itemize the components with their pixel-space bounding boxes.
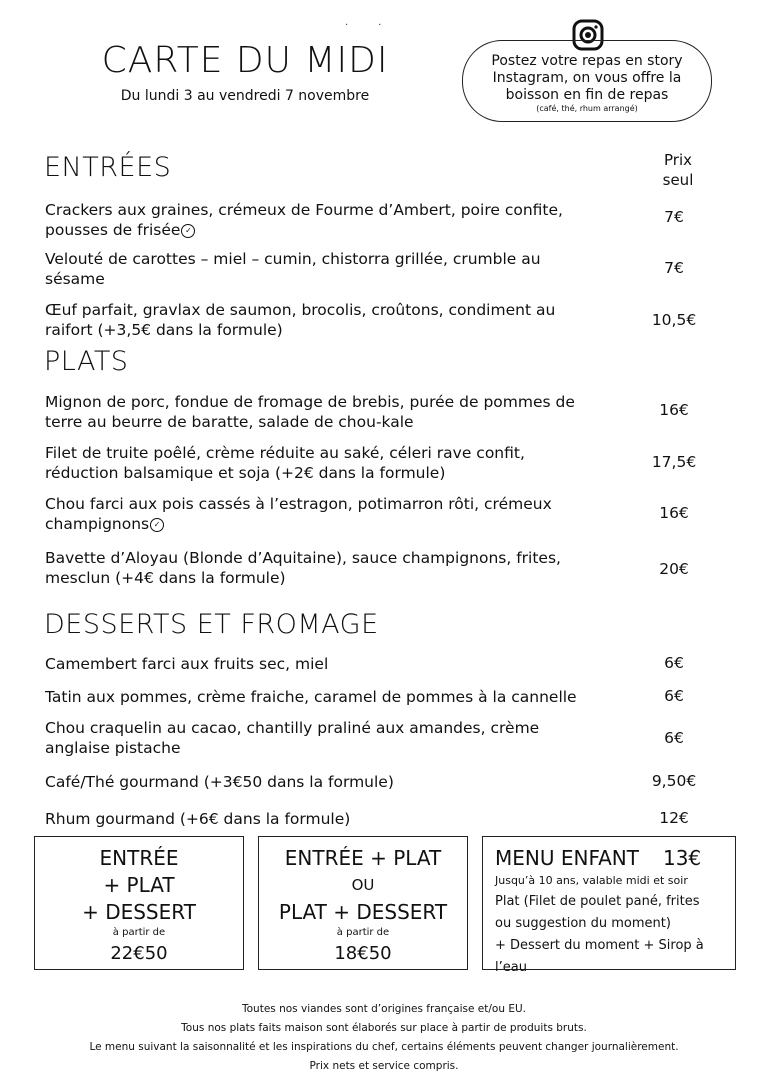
formula-box-two-courses: [258, 836, 468, 970]
page-subtitle: Du lundi 3 au vendredi 7 novembre: [120, 88, 370, 104]
item-line: anglaise pistache: [45, 739, 181, 757]
item-line: pousses de frisée: [45, 221, 181, 239]
instagram-promo: [462, 40, 712, 122]
item-line: Chou farci aux pois cassés à l’estragon, potimarron rôti, crémeux: [45, 495, 552, 513]
footer-line: Toutes nos viandes sont d’origines française et/ou EU.: [242, 1003, 526, 1015]
page-title: CARTE DU MIDI: [101, 40, 389, 81]
item-price: 12€: [659, 809, 689, 827]
formula-line: ENTRÉE: [99, 846, 179, 870]
section-title-desserts: DESSERTS ET FROMAGE: [44, 609, 379, 640]
footer-notes: [0, 1000, 768, 1076]
formula-line: PLAT + DESSERT: [278, 900, 448, 924]
menu-item: [45, 300, 620, 340]
kids-menu-line: ou suggestion du moment): [495, 916, 671, 931]
vegetarian-icon: ✓: [181, 224, 195, 238]
item-price: 6€: [664, 729, 684, 747]
menu-item: [45, 200, 620, 240]
decorative-dots: ··: [345, 20, 412, 31]
item-price: 17,5€: [651, 453, 697, 471]
promo-line: boisson en fin de repas: [505, 87, 669, 103]
footer-line: Le menu suivant la saisonnalité et les inspirations du chef, certains éléments peuvent changer journalièrement.: [89, 1041, 679, 1053]
item-line: Œuf parfait, gravlax de saumon, brocolis, croûtons, condiment au: [45, 301, 556, 319]
promo-line: Instagram, on vous offre la: [492, 70, 682, 86]
item-price: 7€: [664, 208, 684, 226]
formula-from: à partir de: [112, 927, 166, 938]
item-price: 16€: [659, 504, 689, 522]
menu-item: Rhum gourmand (+6€ dans la formule): [45, 810, 351, 828]
menu-item: [45, 249, 620, 289]
vegetarian-icon: ✓: [150, 518, 164, 532]
menu-item: [45, 494, 620, 534]
formula-price: 18€50: [334, 943, 392, 964]
kids-menu-title: MENU ENFANT: [495, 846, 639, 870]
formula-line: ENTRÉE + PLAT: [284, 846, 442, 870]
formula-box-full: [34, 836, 244, 970]
menu-item: [45, 718, 620, 758]
item-price: 16€: [659, 401, 689, 419]
promo-line: Postez votre repas en story: [491, 53, 683, 69]
item-price: 7€: [664, 259, 684, 277]
item-price: 10,5€: [651, 311, 697, 329]
item-price: 6€: [664, 654, 684, 672]
menu-item: Tatin aux pommes, crème fraiche, caramel de pommes à la cannelle: [45, 688, 577, 706]
item-line: raifort (+3,5€ dans la formule): [45, 321, 283, 339]
formula-line: + DESSERT: [82, 900, 196, 924]
item-line: Filet de truite poêlé, crème réduite au saké, céleri rave confit,: [45, 444, 525, 462]
price-header-line: Prix: [664, 151, 692, 169]
kids-menu-note: Jusqu’à 10 ans, valable midi et soir: [495, 874, 688, 887]
menu-item: Camembert farci aux fruits sec, miel: [45, 655, 329, 673]
menu-item: [45, 548, 620, 588]
item-line: mesclun (+4€ dans la formule): [45, 569, 286, 587]
formula-line: + PLAT: [103, 873, 175, 897]
kids-menu-box: [482, 836, 736, 975]
formula-price: 22€50: [110, 943, 168, 964]
kids-menu-line: Plat (Filet de poulet pané, frites: [495, 894, 700, 909]
menu-item: Café/Thé gourmand (+3€50 dans la formule): [45, 773, 394, 791]
item-line: Chou craquelin au cacao, chantilly praliné aux amandes, crème: [45, 719, 540, 737]
footer-line: Prix nets et service compris.: [309, 1060, 459, 1072]
section-title-plats: PLATS: [44, 346, 129, 377]
item-line: champignons: [45, 515, 150, 533]
kids-menu-line: + Dessert du moment + Sirop à l’eau: [495, 938, 704, 975]
item-price: 9,50€: [651, 772, 697, 790]
formula-line: OU: [351, 876, 375, 894]
item-line: Velouté de carottes – miel – cumin, chistorra grillée, crumble au: [45, 250, 541, 268]
item-line: Bavette d’Aloyau (Blonde d’Aquitaine), sauce champignons, frites,: [45, 549, 561, 567]
menu-item: [45, 392, 620, 432]
price-column-header: [640, 150, 716, 190]
item-line: réduction balsamique et soja (+2€ dans la formule): [45, 464, 446, 482]
section-title-entrees: ENTRÉES: [44, 152, 172, 183]
formula-from: à partir de: [336, 927, 390, 938]
item-price: 20€: [659, 560, 689, 578]
item-line: terre au beurre de baratte, salade de chou-kale: [45, 413, 414, 431]
footer-line: Tous nos plats faits maison sont élaborés sur place à partir de produits bruts.: [181, 1022, 587, 1034]
price-header-line: seul: [662, 171, 694, 189]
item-price: 6€: [664, 687, 684, 705]
item-line: sésame: [45, 270, 105, 288]
kids-menu-price: 13€: [662, 846, 702, 870]
item-line: Crackers aux graines, crémeux de Fourme d’Ambert, poire confite,: [45, 201, 563, 219]
promo-note: (café, thé, rhum arrangé): [536, 104, 638, 113]
menu-item: [45, 443, 620, 483]
item-line: Mignon de porc, fondue de fromage de brebis, purée de pommes de: [45, 393, 575, 411]
